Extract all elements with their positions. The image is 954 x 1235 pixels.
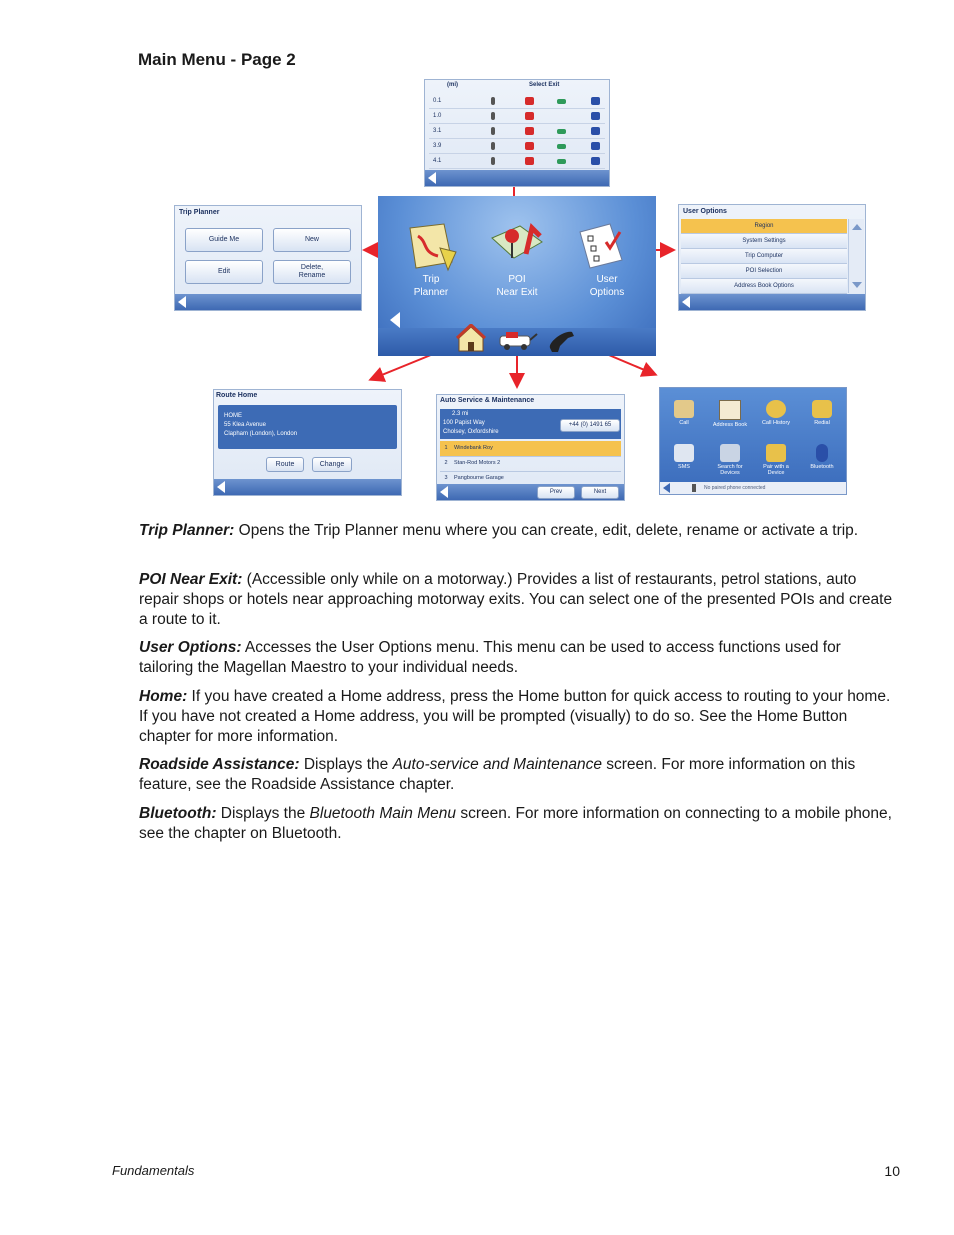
sms-icon	[674, 444, 694, 462]
poi-near-exit-description: POI Near Exit: (Accessible only while on a motorway.) Provides a list of restaurants, petrol stations, auto repair shops or hotels near approaching motorway exits. You can select one of the presented POIs and create a route to it.	[139, 571, 893, 628]
hotel-icon	[591, 127, 600, 135]
main-menu-screen	[378, 196, 656, 356]
bt-call-history-button[interactable]: Call History	[753, 400, 799, 426]
car-icon	[557, 144, 566, 149]
back-arrow-icon[interactable]	[217, 481, 225, 493]
page-number: 10	[884, 1163, 900, 1179]
back-arrow-icon[interactable]	[178, 296, 186, 308]
trip-planner-icon[interactable]	[404, 222, 460, 272]
back-arrow-icon[interactable]	[428, 172, 436, 184]
exit-row[interactable]: 0.1	[429, 94, 605, 109]
restaurant-icon	[491, 97, 495, 105]
restaurant-icon	[491, 112, 495, 120]
home-city: Clapham (London), London	[224, 431, 298, 437]
bluetooth-icon	[816, 444, 828, 462]
back-arrow-icon[interactable]	[663, 483, 670, 493]
restaurant-icon	[491, 127, 495, 135]
call-history-icon	[766, 400, 786, 418]
home-address-box	[218, 405, 397, 449]
user-option-item-trip-computer[interactable]: Trip Computer	[681, 249, 847, 264]
auto-service-screen	[436, 394, 625, 501]
scroll-down-icon[interactable]	[852, 282, 862, 288]
trip-planner-description: Trip Planner: Opens the Trip Planner menu where you can create, edit, delete, rename or activate a trip.	[139, 522, 859, 539]
service-list-item[interactable]: 2 Stan-Rod Motors 2	[440, 456, 621, 472]
user-options-label: User Options	[589, 274, 625, 298]
roadside-assistance-description: Roadside Assistance: Displays the Auto-service and Maintenance screen. For more information on this feature, see the Roadside Assistance chapter.	[139, 756, 856, 793]
bluetooth-screen	[659, 387, 847, 495]
user-options-title: User Options	[683, 208, 727, 215]
pair-device-icon	[766, 444, 786, 462]
service-distance: 2.3 mi	[452, 411, 469, 417]
select-exit-screen	[424, 79, 610, 187]
service-list-item[interactable]: 3 Pangbourne Garage	[440, 471, 621, 487]
route-home-bottom-bar	[214, 479, 401, 495]
hotel-icon	[591, 112, 600, 120]
new-button[interactable]: New	[273, 228, 351, 252]
prev-button[interactable]: Prev	[537, 486, 575, 499]
exit-unit-label: (mi)	[447, 82, 458, 88]
home-icon[interactable]	[456, 324, 486, 354]
user-option-item-address-book-options[interactable]: Address Book Options	[681, 279, 847, 294]
user-options-bottom-bar	[679, 294, 865, 310]
keypad-icon	[674, 400, 694, 418]
service-list-item[interactable]: 1 Windebank Roy	[440, 441, 621, 457]
user-options-icon[interactable]	[576, 222, 628, 272]
bt-search-devices-button[interactable]: Search for Devices	[707, 444, 753, 477]
fuel-icon	[525, 142, 534, 150]
user-options-scrollbar[interactable]	[848, 219, 864, 293]
restaurant-icon	[491, 157, 495, 165]
phone-number-button[interactable]: +44 (0) 1491 65	[560, 419, 620, 432]
service-street: 100 Papist Way	[443, 420, 485, 426]
bt-status-bar	[660, 482, 846, 494]
redial-icon	[812, 400, 832, 418]
route-button[interactable]: Route	[266, 457, 304, 472]
hotel-icon	[591, 157, 600, 165]
scroll-up-icon[interactable]	[852, 224, 862, 230]
auto-service-title: Auto Service & Maintenance	[440, 397, 535, 404]
bt-pair-device-button[interactable]: Pair with a Device	[753, 444, 799, 477]
trip-planner-title: Trip Planner	[179, 209, 220, 216]
guide-me-button[interactable]: Guide Me	[185, 228, 263, 252]
car-icon	[557, 159, 566, 164]
fuel-icon	[525, 97, 534, 105]
fuel-icon	[525, 127, 534, 135]
exit-row[interactable]: 3.9	[429, 139, 605, 154]
bt-address-book-button[interactable]: Address Book	[707, 400, 753, 428]
roadside-assistance-icon[interactable]	[498, 330, 538, 352]
service-details-box	[440, 409, 621, 439]
trip-planner-label: Trip Planner	[413, 274, 449, 298]
search-devices-icon	[720, 444, 740, 462]
phone-status-icon	[692, 484, 696, 492]
bt-redial-button[interactable]: Redial	[799, 400, 845, 426]
exit-bottom-bar	[425, 170, 609, 186]
hotel-icon	[591, 142, 600, 150]
delete-rename-button[interactable]: Delete, Rename	[273, 260, 351, 284]
hotel-icon	[591, 97, 600, 105]
poi-near-exit-label: POI Near Exit	[496, 274, 538, 298]
edit-button[interactable]: Edit	[185, 260, 263, 284]
route-home-screen	[213, 389, 402, 496]
page-heading: Main Menu - Page 2	[138, 50, 296, 69]
address-book-icon	[719, 400, 741, 420]
home-label: HOME	[224, 413, 242, 419]
back-arrow-icon[interactable]	[682, 296, 690, 308]
back-arrow-icon[interactable]	[390, 312, 400, 328]
bt-status-text: No paired phone connected	[704, 485, 766, 491]
home-description: Home: If you have created a Home address, press the Home button for quick access to routing to your home. If you have not created a Home address, you will be prompted (visually) to do so. See the Home Button chapter for more information.	[139, 688, 891, 745]
back-arrow-icon[interactable]	[440, 486, 448, 498]
change-button[interactable]: Change	[312, 457, 352, 472]
fuel-icon	[525, 112, 534, 120]
next-button[interactable]: Next	[581, 486, 619, 499]
main-menu-bottom-bar	[378, 328, 656, 356]
user-options-screen	[678, 204, 866, 311]
home-street: 55 Klea Avenue	[224, 422, 266, 428]
bt-call-button[interactable]: Call	[661, 400, 707, 426]
trip-planner-screen	[174, 205, 362, 311]
bt-bluetooth-button[interactable]: Bluetooth	[799, 444, 845, 470]
exit-row[interactable]: 1.0	[429, 109, 605, 124]
exit-title: Select Exit	[529, 82, 560, 88]
user-option-item-system-settings[interactable]: System Settings	[681, 234, 847, 249]
restaurant-icon	[491, 142, 495, 150]
user-option-item-poi-selection[interactable]: POI Selection	[681, 264, 847, 279]
bluetooth-phone-icon[interactable]	[546, 328, 578, 354]
trip-planner-bottom-bar	[175, 294, 361, 310]
fuel-icon	[525, 157, 534, 165]
exit-row[interactable]: 3.1	[429, 124, 605, 139]
user-options-description: User Options: Accesses the User Options menu. This menu can be used to access functions used for tailoring the Magellan Maestro to your individual needs.	[139, 639, 841, 676]
bt-sms-button[interactable]: SMS	[661, 444, 707, 470]
car-icon	[557, 129, 566, 134]
bluetooth-description: Bluetooth: Displays the Bluetooth Main Menu screen. For more information on connecting to a mobile phone, see the chapter on Bluetooth.	[139, 805, 892, 842]
footer-section: Fundamentals	[112, 1163, 195, 1178]
route-home-title: Route Home	[216, 392, 258, 399]
user-option-item-region[interactable]: Region	[681, 219, 847, 234]
exit-row[interactable]: 4.1	[429, 154, 605, 169]
service-city: Cholsey, Oxfordshire	[443, 429, 499, 435]
car-icon	[557, 99, 566, 104]
poi-near-exit-icon[interactable]	[488, 218, 546, 272]
